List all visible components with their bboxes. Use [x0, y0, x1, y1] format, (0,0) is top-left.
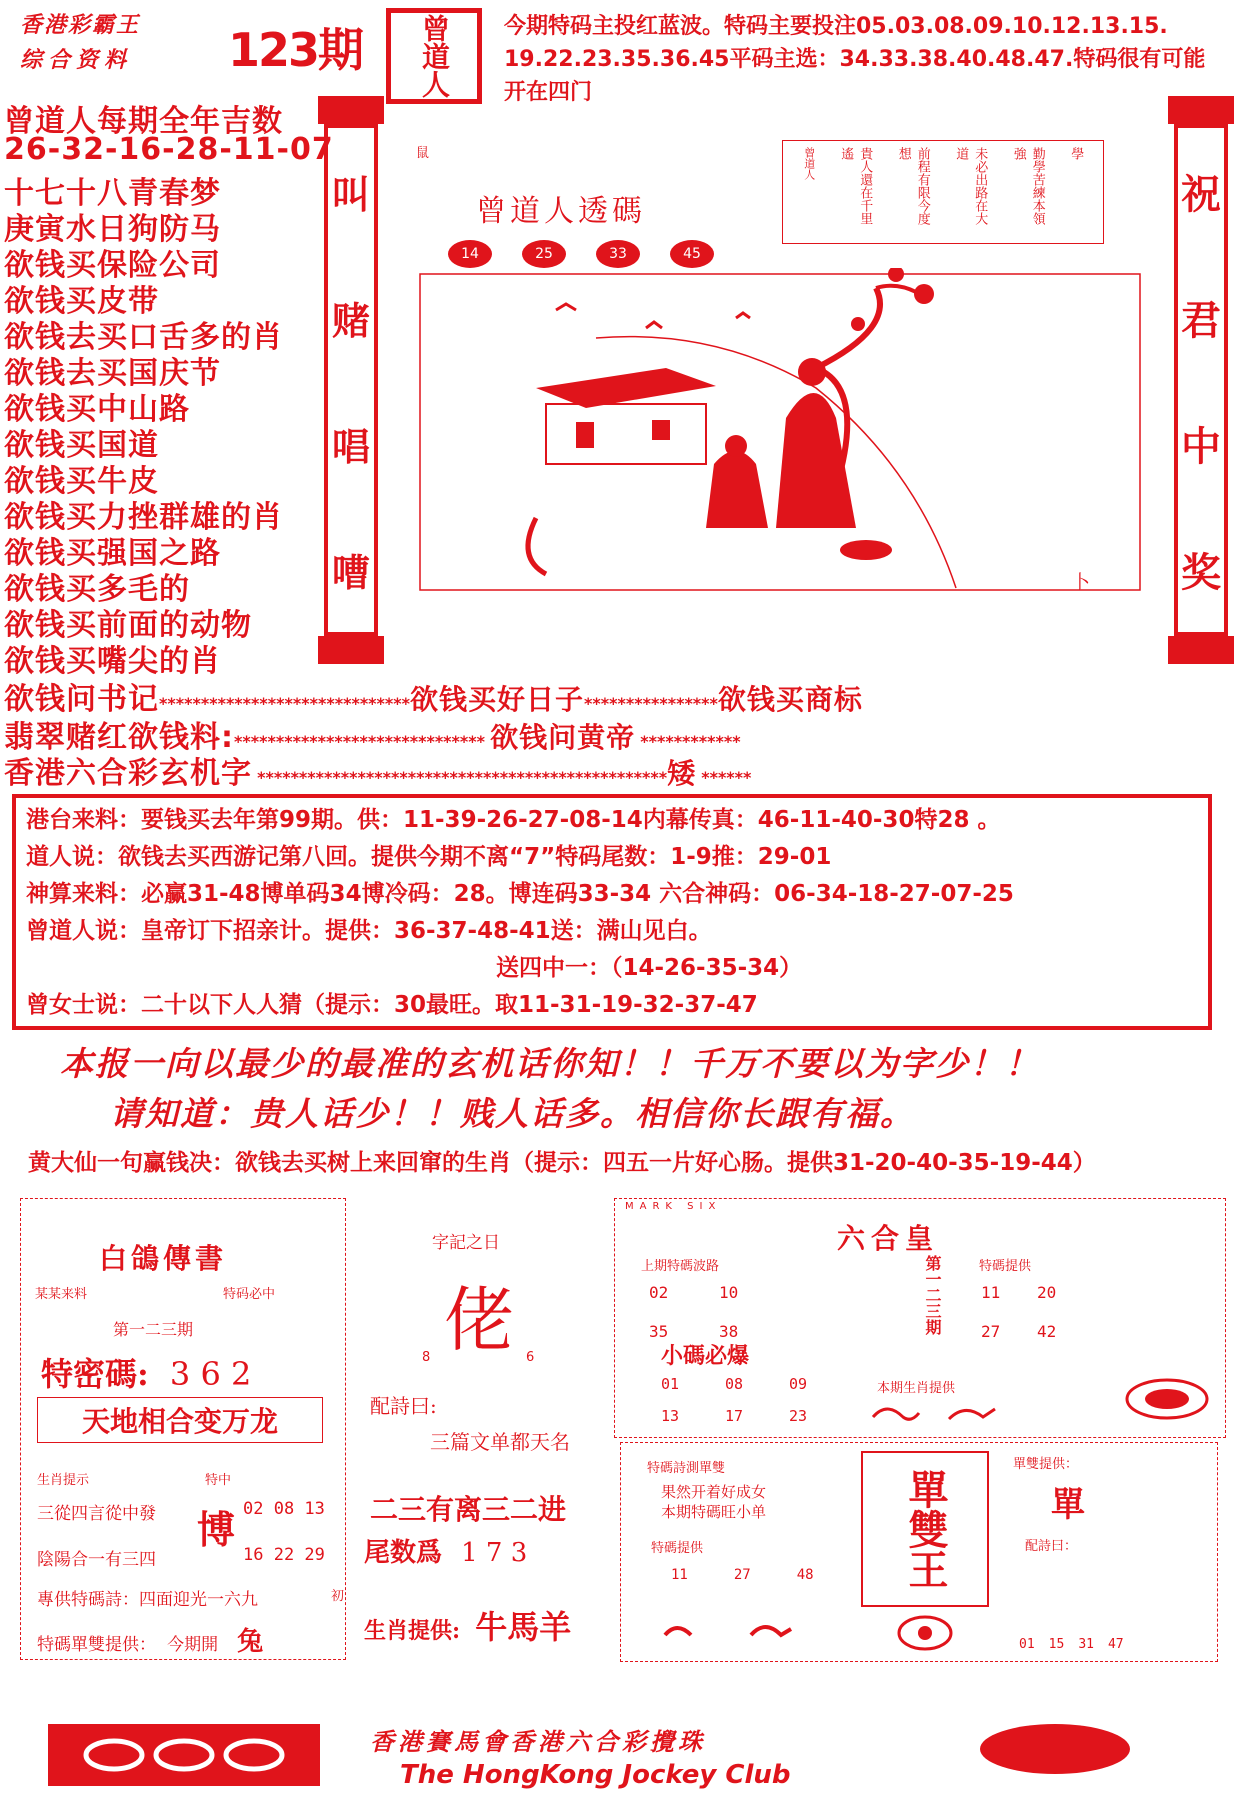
- footer-english: The HongKong Jockey Club: [400, 1760, 791, 1790]
- footer-logo-left: [48, 1724, 320, 1786]
- sd-line: 果然开着好成女: [661, 1483, 767, 1501]
- stars: ******************************: [234, 732, 486, 751]
- special-code-nums: 3 6 2: [169, 1355, 252, 1393]
- verse-head: 學: [1068, 147, 1084, 160]
- scroll-rod-bottom: [318, 636, 384, 664]
- riddle-line: 欲钱买国道: [4, 428, 159, 463]
- special-code-row: [41, 1349, 251, 1395]
- stamp-text: 曾道人: [418, 14, 451, 98]
- tip-label: 特碼提供: [979, 1259, 1032, 1274]
- footer-chinese: 香港賽馬會香港六合彩攪珠: [370, 1727, 706, 1756]
- wong-tai-sin-line: 黄大仙一句赢钱决：欲钱去买树上来回窜的生肖（提示：四五一片好心肠。提供31-20-40-35-19-44）: [28, 1150, 1096, 1176]
- info-line: 神算来料：必赢31-48博单码34博冷码：28。博连码33-34 六合神码：06-34-18-27-07-25: [26, 881, 1014, 907]
- small-num: 23: [789, 1407, 808, 1425]
- riddle-line: 欲钱买前面的动物: [4, 608, 252, 643]
- riddle-line: 欲钱买保险公司: [4, 248, 221, 283]
- tail-row: [364, 1532, 527, 1569]
- tip-num: 20: [1037, 1283, 1057, 1302]
- panel-sub-left: 某某来料: [35, 1287, 88, 1302]
- right-num: 15: [1048, 1637, 1065, 1652]
- top-tip-line: 今期特码主投红蓝波。特码主要投注05.03.08.09.10.12.13.15.: [504, 14, 1168, 39]
- zodiac-row: [364, 1602, 571, 1648]
- panel-period: 第一二三期: [113, 1320, 194, 1339]
- grid-nums: 02 08 13: [243, 1499, 325, 1519]
- verse-line: 前程有限今度想: [895, 147, 930, 225]
- riddle-mid: 矮: [667, 757, 697, 790]
- bottom-mid-panel: [352, 1198, 608, 1660]
- panel-phrase: 天地相合变万龙: [81, 1405, 278, 1438]
- last-num: 02: [649, 1283, 669, 1302]
- mid-n1: 8: [422, 1350, 431, 1365]
- scroll-char: 嘈: [331, 549, 370, 595]
- animal-icons: [661, 1617, 821, 1647]
- medallion-icon: [1123, 1377, 1211, 1421]
- grid-row: 三從四言從中發: [37, 1504, 156, 1524]
- small-label: 小碼必爆: [661, 1344, 750, 1369]
- riddle-line: 欲钱买中山路: [4, 392, 190, 427]
- sd-title: 特碼詩測單雙: [647, 1461, 726, 1476]
- riddle-left: 香港六合彩玄机字: [4, 756, 252, 791]
- right-num: 47: [1107, 1637, 1124, 1652]
- number-ball: 45: [670, 240, 714, 268]
- mark-six-strip: MARK SIX: [625, 1201, 722, 1212]
- ball-row: [448, 240, 714, 268]
- special-code-label: 特密碼:: [41, 1355, 149, 1393]
- grid-char: 博: [197, 1507, 236, 1552]
- number-ball: 33: [596, 240, 640, 268]
- scroll-rod-bottom: [1168, 636, 1234, 664]
- number-ball: 25: [522, 240, 566, 268]
- phrase-box: [37, 1397, 323, 1443]
- riddle-line: 欲钱买力挫群雄的肖: [4, 500, 283, 535]
- small-nums: [661, 1375, 853, 1425]
- tip2-label: 特碼提供: [651, 1541, 704, 1556]
- tip2-num: 48: [796, 1567, 814, 1583]
- tail-nums: 1 7 3: [461, 1538, 528, 1568]
- riddle-mid: 欲钱买好日子: [410, 683, 585, 716]
- tip2-nums: [671, 1567, 814, 1583]
- last-num: 38: [719, 1322, 739, 1341]
- riddle-line: 十七十八青春梦: [4, 176, 221, 211]
- mid-phrase: 二三有离三二进: [370, 1493, 567, 1526]
- info-line: 曾女士说：二十以下人人猜（提示：30最旺。取11-31-19-32-37-47: [26, 992, 758, 1018]
- verse-line: 勤學苦練本領強: [1010, 147, 1045, 225]
- single-double-panel: [620, 1442, 1218, 1662]
- king-title: 單雙王: [902, 1469, 949, 1589]
- zodiac-label: 本期生肖提供: [877, 1381, 956, 1396]
- scroll-char: 中: [1181, 422, 1221, 470]
- riddle-right: 欲钱买商标: [717, 683, 863, 716]
- riddle-line: 欲钱买牛皮: [4, 464, 159, 499]
- sd-animal: 兔: [237, 1627, 264, 1657]
- grid-label: 生肖提示: [37, 1473, 90, 1488]
- sd-line: 本期特碼旺小单: [661, 1503, 767, 1521]
- small-num: 17: [725, 1407, 744, 1425]
- king-box: [861, 1451, 989, 1607]
- small-num: 09: [789, 1375, 808, 1393]
- slogan-1: 本报一向以最少的最准的玄机话你知！！千万不要以为字少！！: [60, 1044, 1040, 1083]
- stars: ************: [640, 732, 741, 751]
- grid-label: 特中: [205, 1473, 232, 1488]
- verse-box: [782, 140, 1104, 244]
- verse-line: 貴人還在千里遙: [838, 147, 873, 225]
- stars: *************************************************: [257, 768, 668, 787]
- riddle-line: 欲钱去买口舌多的肖: [4, 320, 283, 355]
- scroll-char: 奖: [1181, 548, 1221, 596]
- info-line: 送四中一：（14-26-35-34）: [496, 955, 803, 981]
- scroll-char: 赌: [331, 297, 370, 343]
- top-tip-text: [504, 10, 1244, 109]
- number-ball: 14: [448, 240, 492, 268]
- right-period: 第一二三期: [923, 1255, 942, 1335]
- riddle-left: 欲钱问书记: [4, 682, 159, 717]
- riddle-mid: 欲钱问黄帝: [490, 721, 636, 754]
- grid-row: 陰陽合一有三四: [37, 1550, 156, 1570]
- tip-num: 42: [1037, 1322, 1057, 1341]
- mid-poem-label: 配詩曰:: [370, 1394, 437, 1418]
- picture-title: 曾道人透碼: [476, 194, 646, 229]
- tip2-num: 27: [733, 1567, 751, 1583]
- zodiac-value: 牛馬羊: [475, 1608, 572, 1646]
- riddle-line: 欲钱买皮带: [4, 284, 159, 319]
- info-box: [12, 794, 1212, 1030]
- riddle-row: [4, 748, 751, 792]
- scroll-char: 祝: [1181, 170, 1221, 218]
- logo-line2: 综合资料: [20, 48, 133, 73]
- right-scroll: [1168, 96, 1234, 666]
- small-num: 13: [661, 1407, 680, 1425]
- panel-verse: 專供特碼詩：四面迎光一六九: [37, 1590, 258, 1610]
- corner-mark: 卜: [1072, 572, 1090, 593]
- tail-label: 尾数爲: [364, 1538, 443, 1568]
- issue-number: 123期: [228, 23, 363, 77]
- slogan-2: 请知道：贵人话少！！贱人话多。相信你长跟有福。: [110, 1094, 915, 1133]
- scroll-body: [1174, 124, 1228, 636]
- logo-line1: 香港彩霸王: [20, 13, 141, 38]
- tip-nums: [981, 1283, 1093, 1341]
- picture-panel: [396, 128, 1162, 608]
- small-num: 01: [661, 1375, 680, 1393]
- logo: [20, 8, 195, 74]
- tip2-num: 11: [671, 1567, 688, 1583]
- verse-line: 未必出路在大道: [953, 147, 988, 225]
- mid-header: 字記之日: [432, 1233, 500, 1253]
- info-line: 道人说：欲钱去买西游记第八回。提供今期不离“7”特码尾数：1-9推：29-01: [26, 844, 832, 870]
- animal-icons: [869, 1399, 1029, 1429]
- info-line: 曾道人说：皇帝订下招亲计。提供：36-37-48-41送：满山见白。: [26, 918, 712, 944]
- flower-icon: [895, 1613, 955, 1653]
- riddle-left: 翡翠赌红欲钱料:: [4, 720, 234, 755]
- liuhe-title: 六合皇: [837, 1222, 940, 1255]
- verse-signature: 曾道人: [802, 147, 816, 180]
- last-num: 35: [649, 1322, 669, 1341]
- left-riddles: [4, 168, 283, 679]
- scroll-rod-top: [318, 96, 384, 124]
- footer-logo-right: [980, 1724, 1130, 1774]
- scroll-char: 叫: [331, 171, 370, 217]
- riddle-line: 欲钱买多毛的: [4, 572, 190, 607]
- zodiac-mark: 鼠: [416, 146, 430, 161]
- scroll-rod-top: [1168, 96, 1234, 124]
- tip-num: 11: [981, 1283, 1001, 1302]
- riddle-line: 庚寅水日狗防马: [4, 212, 221, 247]
- left-scroll: [318, 96, 384, 666]
- zodiac-label: 生肖提供:: [364, 1618, 461, 1644]
- stars: ******: [701, 768, 752, 787]
- grid-nums: 16 22 29: [243, 1545, 325, 1565]
- right-poem: 配詩曰：: [1025, 1539, 1078, 1554]
- riddle-line: 欲钱去买国庆节: [4, 356, 221, 391]
- scroll-body: [324, 124, 378, 636]
- six-mark-icon: [74, 1731, 294, 1779]
- sd-row: [37, 1621, 263, 1658]
- panel-verse-extra: 初: [331, 1589, 345, 1604]
- info-line: 港台来料：要钱买去年第99期。供：11-39-26-27-08-14内幕传真：46-11-40-30特28 。: [26, 807, 1001, 833]
- stars: ****************: [584, 694, 718, 713]
- right-nums: [1019, 1637, 1124, 1652]
- scene-illustration: [396, 268, 1162, 608]
- sd-value: 今期開: [167, 1635, 219, 1655]
- stamp-seal: [386, 8, 482, 104]
- scroll-char: 君: [1181, 296, 1221, 344]
- panel-title: 白鴿傳書: [99, 1242, 228, 1275]
- right-label: 單雙提供：: [1013, 1457, 1079, 1472]
- riddle-line: 欲钱买嘴尖的肖: [4, 644, 221, 679]
- left-title: 曾道人每期全年吉数: [4, 104, 283, 139]
- bottom-right-panel: [614, 1198, 1226, 1438]
- tip-num: 27: [981, 1322, 1001, 1341]
- top-tip-line: 开在四门: [504, 80, 593, 105]
- small-num: 08: [725, 1375, 744, 1393]
- last-num: 10: [719, 1283, 739, 1302]
- riddle-line: 欲钱买强国之路: [4, 536, 221, 571]
- scroll-char: 唱: [331, 423, 370, 469]
- mid-big-char: 佬: [444, 1279, 514, 1361]
- mid-poem: 三篇文单都天名: [430, 1430, 570, 1454]
- top-tip-line: 19.22.23.35.36.45平码主选：34.33.38.40.48.47.特码很有可能: [504, 47, 1206, 72]
- sd-label: 特碼單雙提供：: [37, 1635, 156, 1655]
- right-char: 單: [1051, 1485, 1085, 1525]
- panel-sub-right: 特码必中: [223, 1287, 276, 1302]
- last-label: 上期特碼波路: [641, 1259, 720, 1274]
- left-numbers: 26-32-16-28-11-07: [4, 132, 334, 167]
- right-num: 01: [1019, 1637, 1035, 1652]
- right-num: 31: [1078, 1637, 1094, 1652]
- mid-n2: 6: [526, 1350, 535, 1365]
- bottom-left-panel: [20, 1198, 346, 1660]
- last-nums: [649, 1283, 789, 1341]
- stars: ******************************: [159, 694, 411, 713]
